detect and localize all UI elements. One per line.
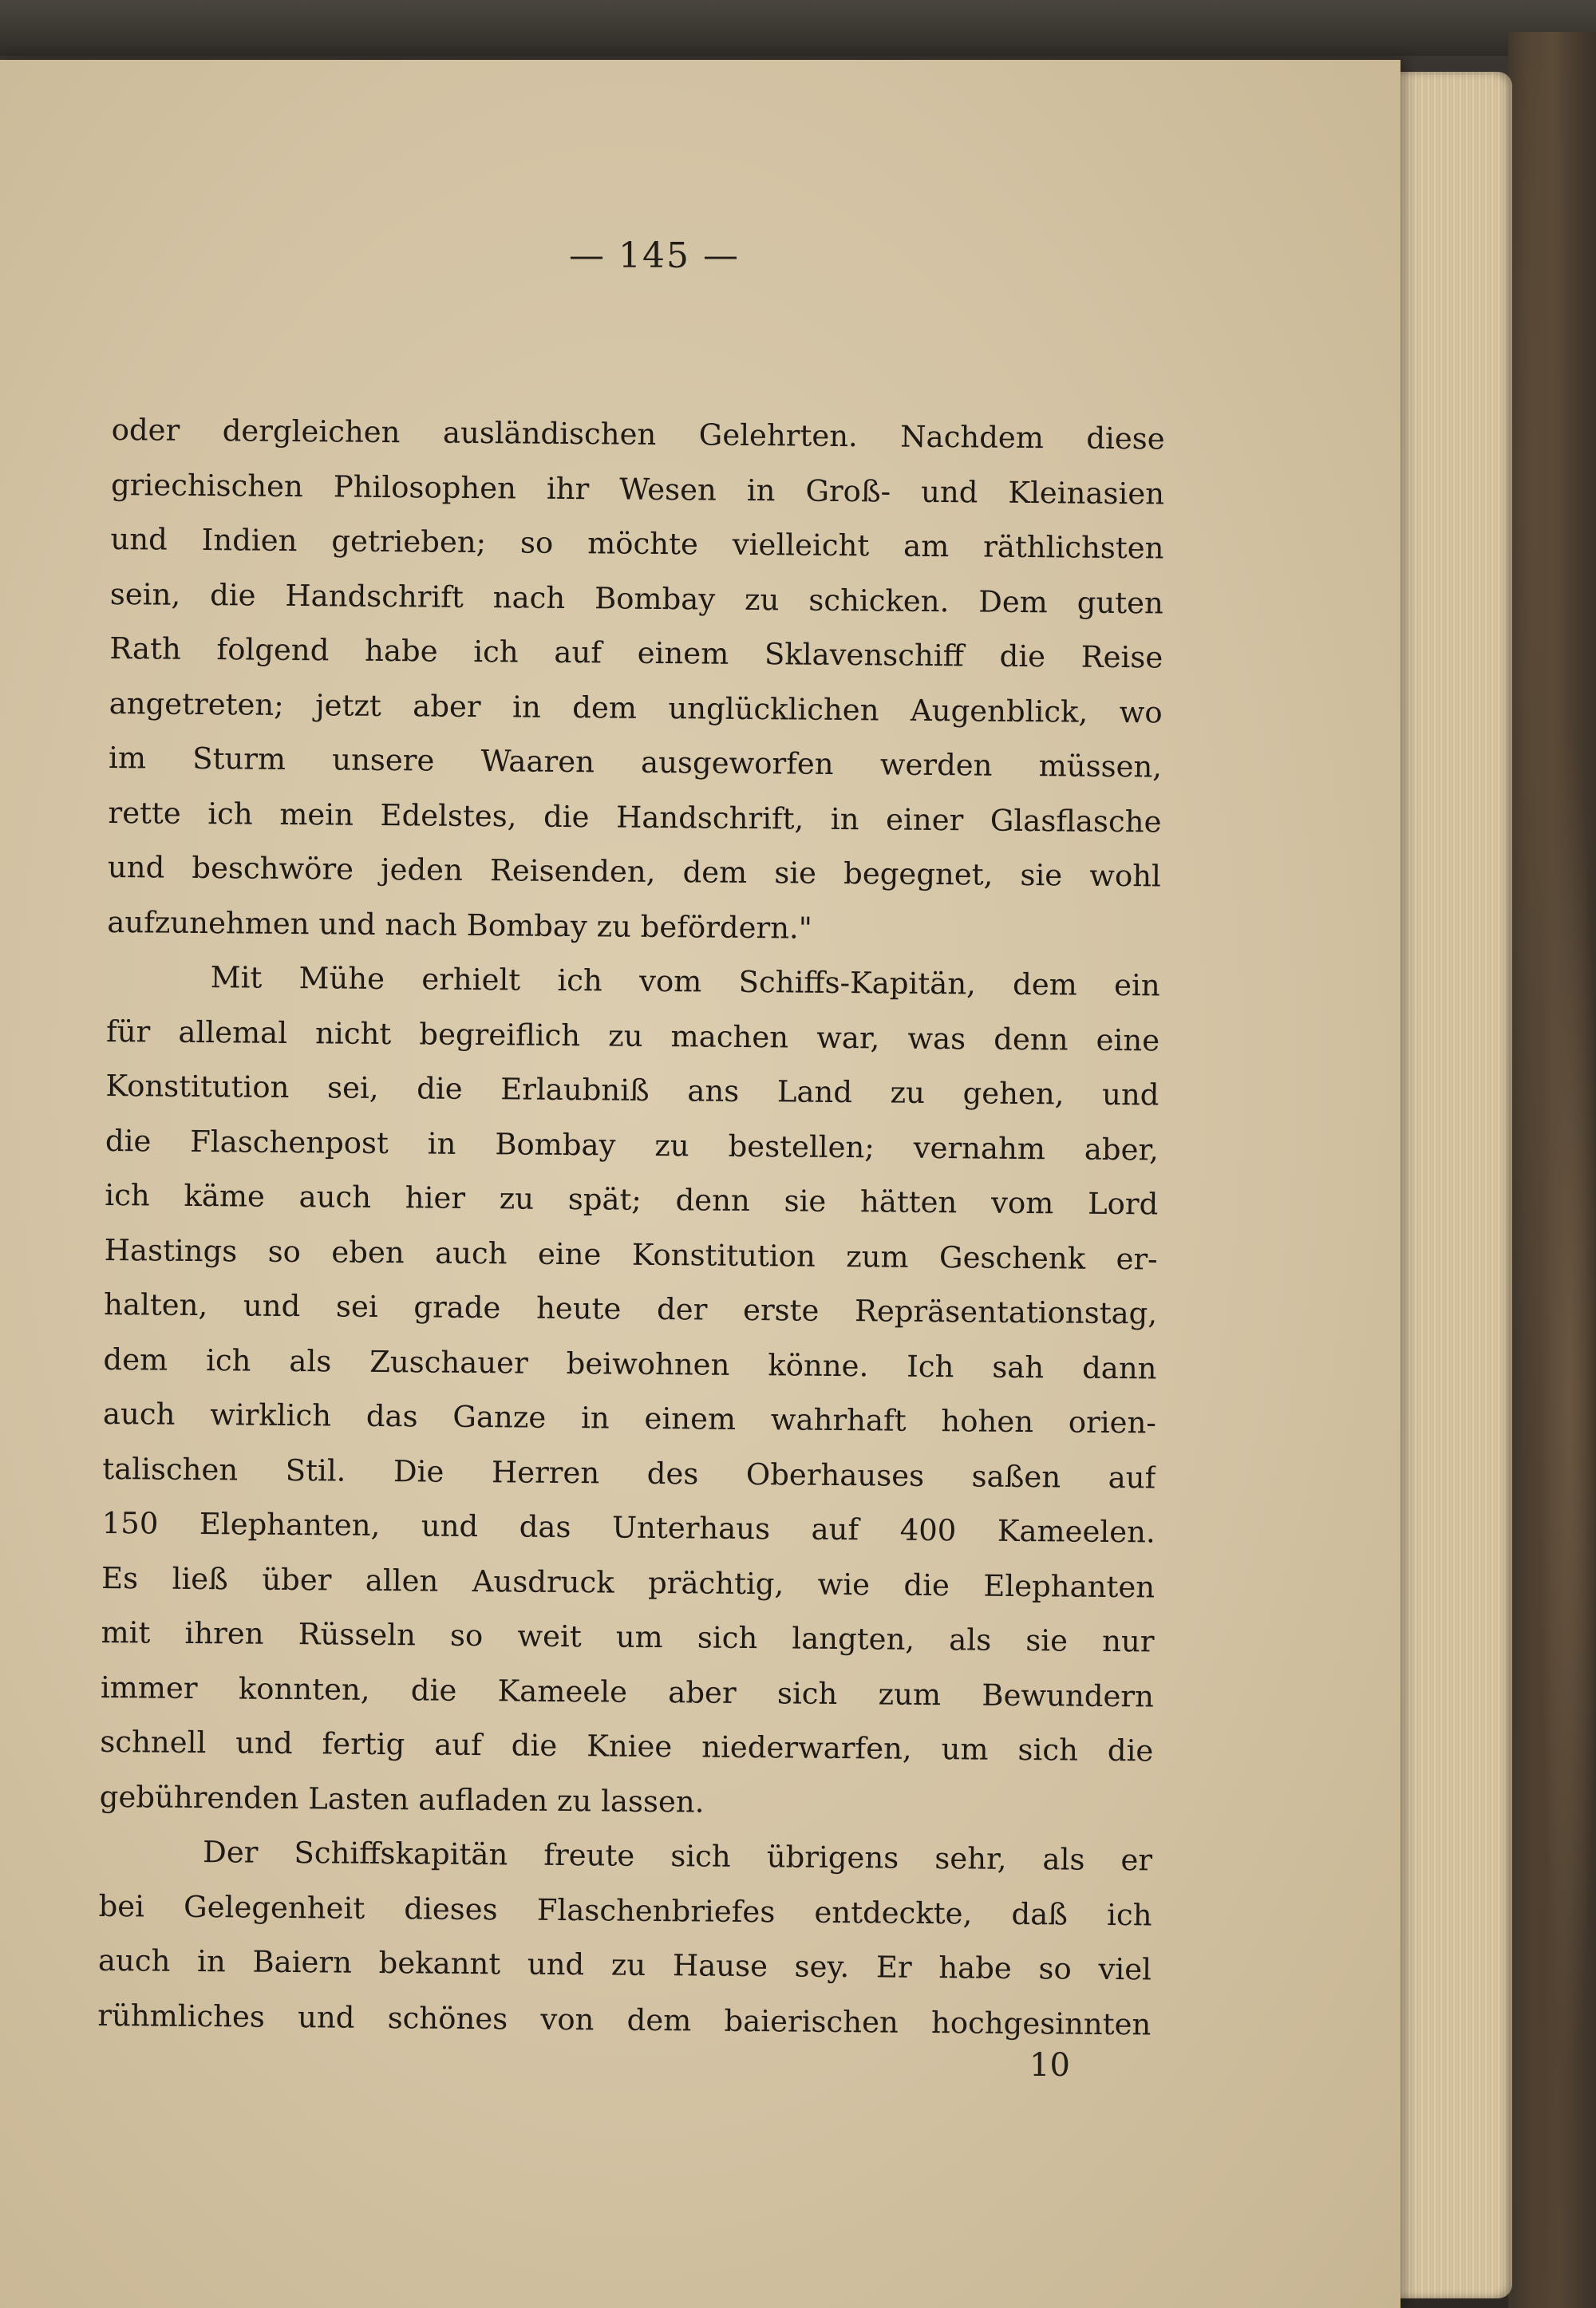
- text-line: aufzunehmen und nach Bombay zu befördern.": [107, 904, 812, 946]
- text-line: griechischen Philosophen ihr Wesen in Groß- und Kleinasien: [110, 467, 1165, 512]
- book-page: [0, 60, 1400, 2308]
- text-line: für allemal nicht begreiflich zu machen war, was denn eine: [105, 1014, 1160, 1057]
- signature-mark: 10: [1029, 2047, 1070, 2084]
- text-line: Mit Mühe erhielt ich vom Schiffs-Kapitän, dem ein: [210, 960, 1160, 1003]
- book-cover-edge: [1508, 32, 1596, 2308]
- text-line: Der Schiffskapitän freute sich übrigens sehr, als er: [202, 1835, 1153, 1878]
- text-line: 150 Elephanten, und das Unterhaus auf 400 Kameelen.: [101, 1505, 1156, 1550]
- text-line: talischen Stil. Die Herren des Oberhauses saßen auf: [102, 1451, 1156, 1495]
- text-line: ich käme auch hier zu spät; denn sie hätten vom Lord: [105, 1177, 1159, 1222]
- page-edges: [1393, 72, 1512, 2298]
- text-line: Konstitution sei, die Erlaubniß ans Land zu gehen, und: [105, 1068, 1159, 1113]
- text-line: Es ließ über allen Ausdruck prächtig, wie die Elephanten: [101, 1560, 1156, 1604]
- text-line: auch in Baiern bekannt und zu Hause sey. Er habe so viel: [97, 1942, 1152, 1987]
- text-line: angetreten; jetzt aber in dem unglücklichen Augenblick, wo: [109, 686, 1163, 730]
- body-text: [97, 403, 1165, 2052]
- text-line: bei Gelegenheit dieses Flaschenbriefes entdeckte, daß ich: [98, 1888, 1152, 1932]
- text-line: sein, die Handschrift nach Bombay zu schicken. Dem guten: [109, 576, 1164, 621]
- text-line: die Flaschenpost in Bombay zu bestellen; vernahm aber,: [105, 1123, 1159, 1167]
- text-line: mit ihren Rüsseln so weit um sich langten, als sie nur: [101, 1614, 1155, 1659]
- text-line: halten, und sei grade heute der erste Repräsentationstag,: [103, 1286, 1158, 1331]
- text-line: und beschwöre jeden Reisenden, dem sie begegnet, sie wohl: [107, 849, 1162, 894]
- text-line: immer konnten, die Kameele aber sich zum Bewundern: [100, 1670, 1155, 1713]
- text-line: oder dergleichen ausländischen Gelehrten. Nachdem diese: [111, 412, 1165, 456]
- text-line: auch wirklich das Ganze in einem wahrhaft hohen orien-: [102, 1396, 1157, 1441]
- text-line: im Sturm unsere Waaren ausgeworfen werden müssen,: [108, 740, 1163, 784]
- text-line: rette ich mein Edelstes, die Handschrift, in einer Glasflasche: [108, 795, 1162, 839]
- text-line: dem ich als Zuschauer beiwohnen könne. Ich sah dann: [103, 1342, 1157, 1385]
- text-line: schnell und fertig auf die Kniee niederwarfen, um sich die: [100, 1724, 1154, 1769]
- page-number: — 145 —: [569, 235, 740, 276]
- text-line: rühmliches und schönes von dem baierischen hochgesinnten: [97, 1998, 1152, 2041]
- text-line: und Indien getrieben; so möchte vielleicht am räthlichsten: [110, 521, 1164, 566]
- text-line: Rath folgend habe ich auf einem Sklavenschiff die Reise: [109, 630, 1163, 675]
- text-line: gebührenden Lasten aufladen zu lassen.: [99, 1779, 705, 1820]
- book-cover-top: [0, 0, 1596, 56]
- text-line: Hastings so eben auch eine Konstitution zum Geschenk er-: [104, 1232, 1158, 1276]
